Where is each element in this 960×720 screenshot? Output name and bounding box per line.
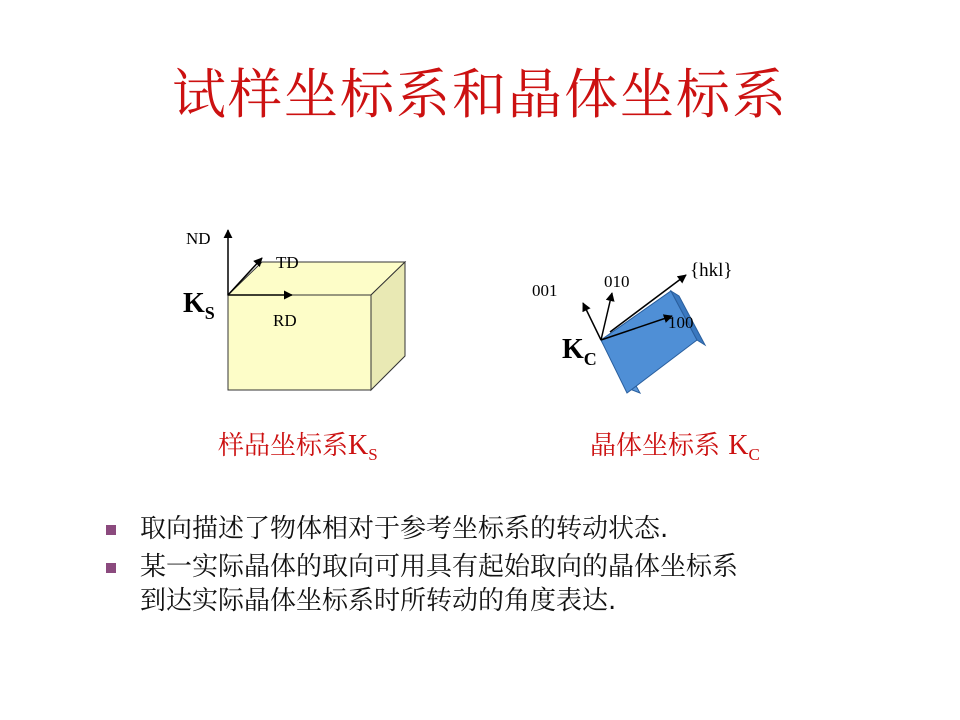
bullet-item <box>100 550 900 618</box>
bullet-marker <box>106 563 116 573</box>
label-010: 010 <box>604 272 630 291</box>
bullet-list <box>100 512 900 622</box>
bullet-marker <box>106 525 116 535</box>
hkl-label: {hkl} <box>690 260 733 281</box>
label-100: 100 <box>668 313 694 332</box>
crystal-caption: 晶体坐标系 $K_C$ <box>590 430 760 465</box>
ks-label: $K_S$ <box>183 288 215 323</box>
bullet-text-line: 取向描述了物体相对于参考坐标系的转动状态. <box>140 514 669 544</box>
axis-001-arrow <box>583 303 601 340</box>
bullet-item <box>100 512 900 546</box>
td-label: TD <box>276 253 299 272</box>
sample-caption: 样品坐标系$K_S$ <box>218 430 378 465</box>
bullet-text-line: 到达实际晶体坐标系时所转动的角度表达. <box>140 586 617 616</box>
bullet-text-line: 某一实际晶体的取向可用具有起始取向的晶体坐标系 <box>140 552 739 582</box>
kc-label: $K_C$ <box>562 334 597 369</box>
sample-cube-front <box>228 295 371 390</box>
slide-title: 试样坐标系和晶体坐标系 <box>172 63 788 126</box>
sample-cube <box>228 262 405 390</box>
nd-label: ND <box>186 229 211 248</box>
crystal-cube <box>601 291 705 393</box>
rd-label: RD <box>273 311 297 330</box>
label-001: 001 <box>532 281 558 300</box>
